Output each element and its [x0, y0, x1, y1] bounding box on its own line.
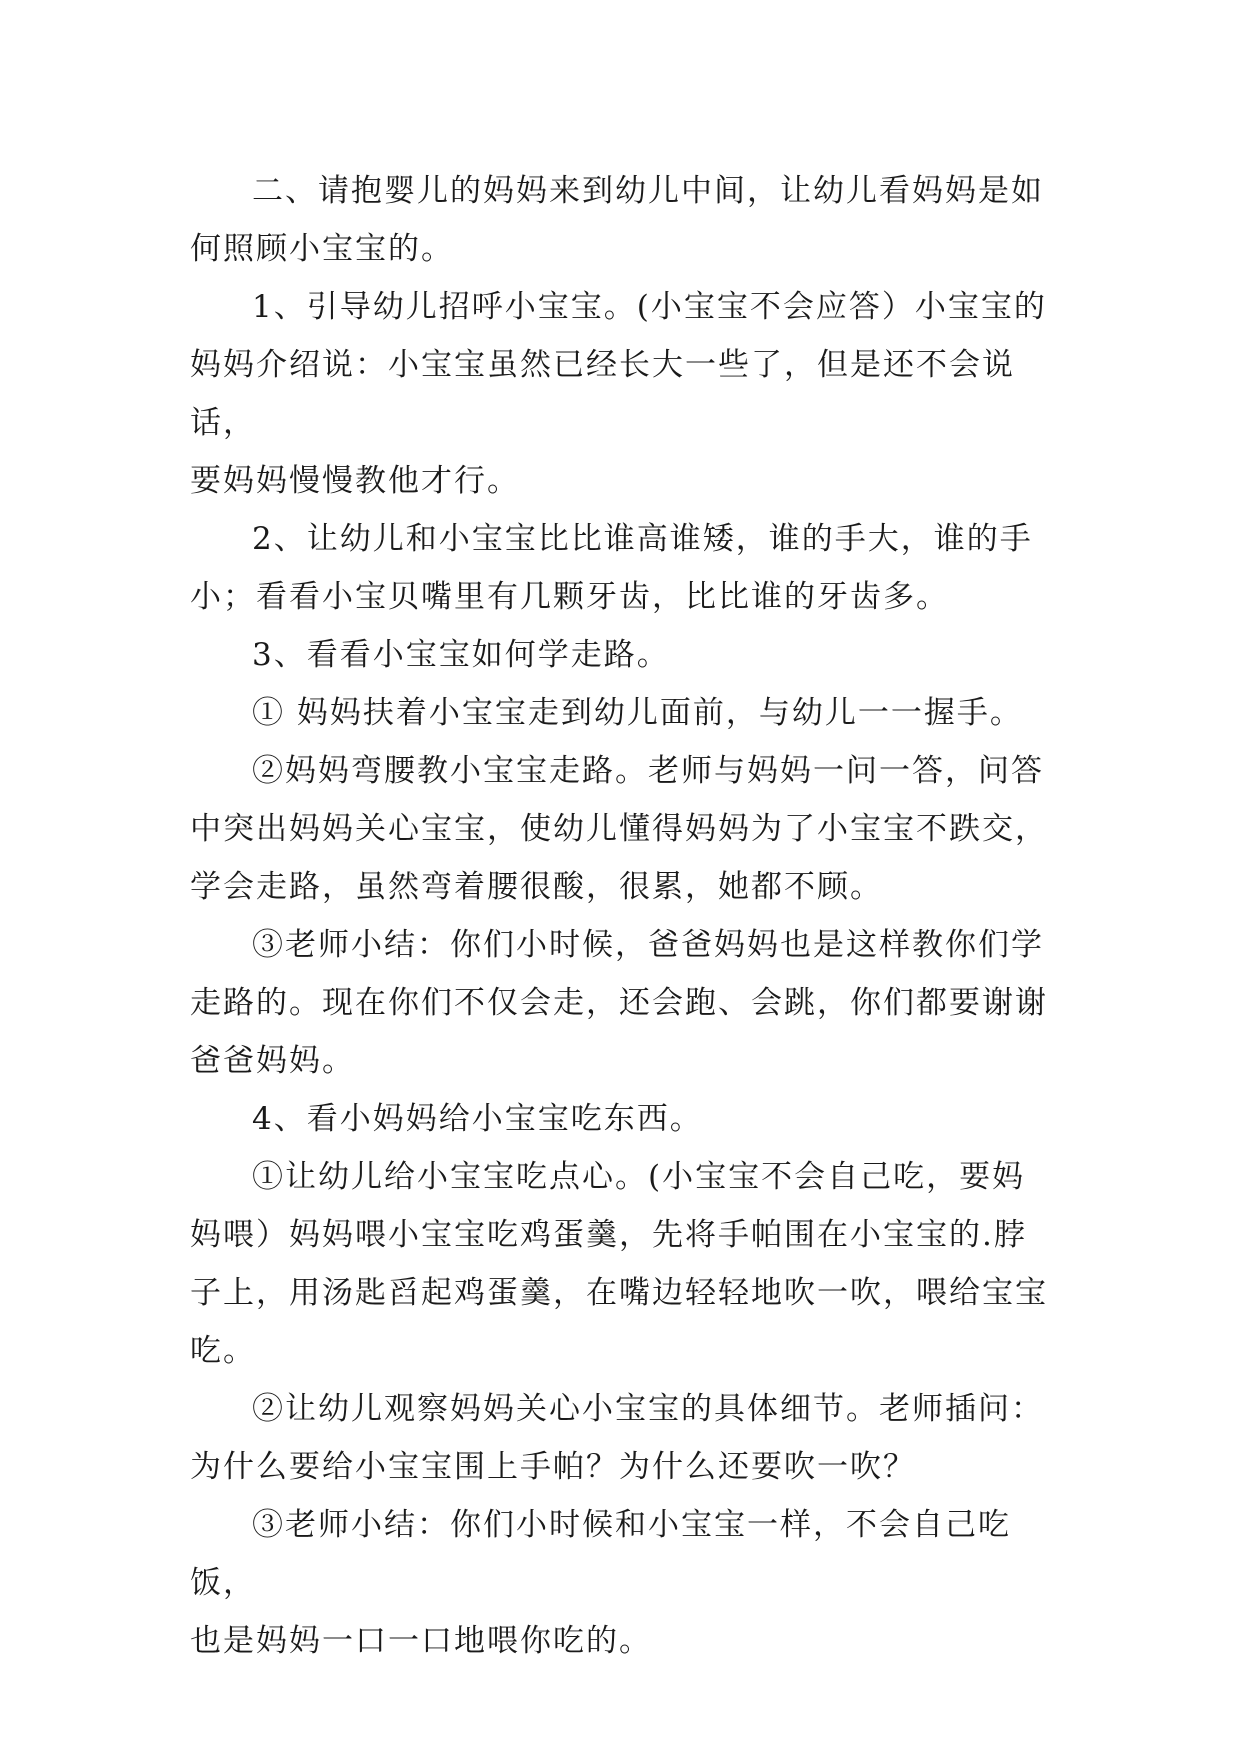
paragraph [190, 742, 1050, 916]
text-line: 爸爸妈妈。 [190, 1043, 355, 1079]
text-line: 也是妈妈一口一口地喂你吃的。 [190, 1623, 652, 1659]
paragraph [190, 1380, 1050, 1496]
paragraph [190, 162, 1050, 278]
paragraph [190, 684, 1050, 742]
paragraph [190, 278, 1050, 510]
paragraph [190, 916, 1050, 1090]
text-line: 4、看小妈妈给小宝宝吃东西。 [252, 1101, 703, 1137]
text-line: 走路的。现在你们不仅会走，还会跑、会跳，你们都要谢谢 [190, 985, 1048, 1021]
text-line: ②让幼儿观察妈妈关心小宝宝的具体细节。老师插问： [252, 1391, 1044, 1427]
text-line: 子上，用汤匙舀起鸡蛋羹，在嘴边轻轻地吹一吹，喂给宝宝 [190, 1275, 1048, 1311]
text-line: 学会走路，虽然弯着腰很酸，很累，她都不顾。 [190, 869, 883, 905]
text-line: ②妈妈弯腰教小宝宝走路。老师与妈妈一问一答，问答 [252, 753, 1044, 789]
paragraph [190, 1148, 1050, 1380]
text-line: 妈妈介绍说：小宝宝虽然已经长大一些了，但是还不会说话， [190, 347, 1015, 441]
text-line: 二、请抱婴儿的妈妈来到幼儿中间，让幼儿看妈妈是如 [252, 173, 1044, 209]
text-line: 中突出妈妈关心宝宝，使幼儿懂得妈妈为了小宝宝不跌交， [190, 811, 1048, 847]
text-line: 要妈妈慢慢教他才行。 [190, 463, 520, 499]
paragraph [190, 1090, 1050, 1148]
text-line: 何照顾小宝宝的。 [190, 231, 454, 267]
text-line: ①让幼儿给小宝宝吃点心。(小宝宝不会自己吃，要妈 [252, 1159, 1026, 1195]
text-line: 3、看看小宝宝如何学走路。 [252, 637, 670, 673]
text-line: 吃。 [190, 1333, 256, 1369]
text-line: ③老师小结：你们小时候，爸爸妈妈也是这样教你们学 [252, 927, 1044, 963]
paragraph [190, 510, 1050, 626]
text-line: 1、引导幼儿招呼小宝宝。(小宝宝不会应答）小宝宝的 [252, 289, 1047, 325]
text-line: ① 妈妈扶着小宝宝走到幼儿面前，与幼儿一一握手。 [252, 695, 1023, 731]
text-line: ③老师小结：你们小时候和小宝宝一样，不会自己吃饭， [190, 1507, 1011, 1601]
paragraph [190, 1496, 1050, 1670]
text-line: 2、让幼儿和小宝宝比比谁高谁矮，谁的手大，谁的手 [252, 521, 1033, 557]
text-line: 为什么要给小宝宝围上手帕？为什么还要吹一吹？ [190, 1449, 916, 1485]
text-line: 小；看看小宝贝嘴里有几颗牙齿，比比谁的牙齿多。 [190, 579, 949, 615]
text-line: 妈喂）妈妈喂小宝宝吃鸡蛋羹，先将手帕围在小宝宝的.脖 [190, 1217, 1027, 1253]
document-body [190, 162, 1050, 1670]
paragraph [190, 626, 1050, 684]
